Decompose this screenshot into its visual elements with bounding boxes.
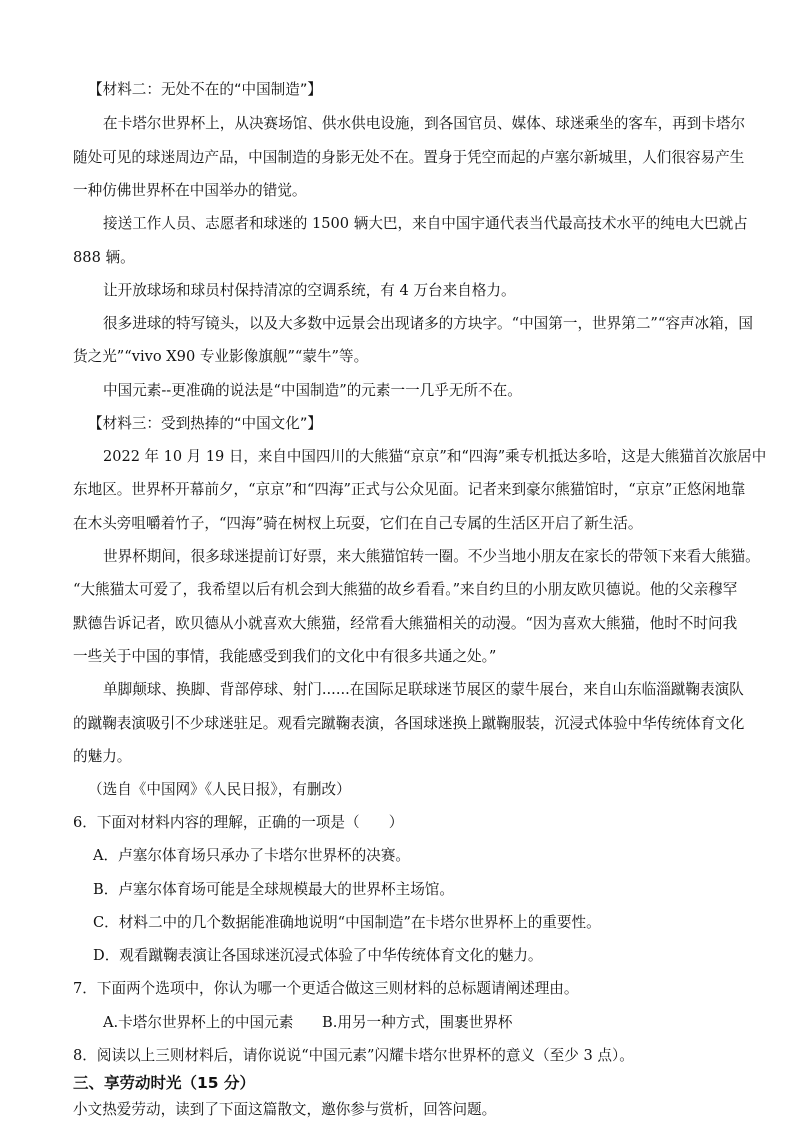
section-3-intro: 小文热爱劳动，读到了下面这篇散文，邀你参与赏析，回答问题。 [73,1101,497,1118]
material-2-heading: 【材料二：无处不在的“中国制造”】 [88,81,323,98]
m3-p3-line2: 的蹴鞠表演吸引不少球迷驻足。观看完蹴鞠表演，各国球迷换上蹴鞠服装，沉浸式体验中华传统体育文化 [73,715,745,732]
question-8: 8．阅读以上三则材料后，请你说说“中国元素”闪耀卡塔尔世界杯的意义（至少 3 点）。 [73,1047,634,1064]
m3-p2-line2: “大熊猫太可爱了，我希望以后有机会到大熊猫的故乡看看。”来自约旦的小朋友欧贝德说。他的父亲穆罕 [73,581,738,598]
q6-option-a: A．卢塞尔体育场只承办了卡塔尔世界杯的决赛。 [93,847,411,864]
question-7: 7．下面两个选项中，你认为哪一个更适合做这三则材料的总标题请阐述理由。 [73,980,579,997]
m2-p4-line2: 货之光”“vivo X90 专业影像旗舰”“蒙牛”等。 [73,348,369,365]
m3-p1-line1: 2022 年 10 月 19 日，来自中国四川的大熊猫“京京”和“四海”乘专机抵达多哈，这是大熊猫首次旅居中 [103,448,767,465]
question-6: 6．下面对材料内容的理解，正确的一项是（ ） [73,814,404,831]
material-3-heading: 【材料三：受到热捧的“中国文化”】 [88,415,323,432]
q6-option-b: B．卢塞尔体育场可能是全球规模最大的世界杯主场馆。 [93,881,454,898]
m2-p1-line2: 随处可见的球迷周边产品，中国制造的身影无处不在。置身于凭空而起的卢塞尔新城里，人们很容易产生 [73,149,745,166]
q7-option-a: A.卡塔尔世界杯上的中国元素 [103,1014,294,1031]
m2-p2-line2: 888 辆。 [73,249,135,266]
m3-p2-line1: 世界杯期间，很多球迷提前订好票，来大熊猫馆转一圈。不少当地小朋友在家长的带领下来看大熊猫。 [103,548,760,565]
q7-option-b: B.用另一种方式，围裹世界杯 [322,1014,513,1031]
source-note: （选自《中国网》《人民日报》，有删改） [88,781,351,798]
q6-option-c: C．材料二中的几个数据能准确地说明“中国制造”在卡塔尔世界杯上的重要性。 [93,914,601,931]
m3-p3-line3: 的魅力。 [73,748,132,765]
q6-option-d: D．观看蹴鞠表演让各国球迷沉浸式体验了中华传统体育文化的魅力。 [93,947,543,964]
m3-p1-line2: 东地区。世界杯开幕前夕，“京京”和“四海”正式与公众见面。记者来到豪尔熊猫馆时，“京京”正悠闲地靠 [73,481,746,498]
m3-p2-line3: 默德告诉记者，欧贝德从小就喜欢大熊猫，经常看大熊猫相关的动漫。“因为喜欢大熊猫，他时不时问我 [73,615,738,632]
m3-p2-line4: 一些关于中国的事情，我能感受到我们的文化中有很多共通之处。” [73,648,497,665]
m3-p3-line1: 单脚颠球、换脚、背部停球、射门......在国际足联球迷节展区的蒙牛展台，来自山东临淄蹴鞠表演队 [103,681,744,698]
m2-p2-line1: 接送工作人员、志愿者和球迷的 1500 辆大巴，来自中国宇通代表当代最高技术水平的纯电大巴就占 [103,215,748,232]
section-3-title: 三、享劳动时光（15 分） [73,1074,255,1092]
m2-p4-line1: 很多进球的特写镜头，以及大多数中远景会出现诸多的方块字。“中国第一，世界第二”“容声冰箱，国 [103,315,753,332]
m2-p5-line1: 中国元素--更准确的说法是“中国制造”的元素一一几乎无所不在。 [103,382,522,399]
m2-p3-line1: 让开放球场和球员村保持清凉的空调系统，有 4 万台来自格力。 [103,282,516,299]
m2-p1-line1: 在卡塔尔世界杯上，从决赛场馆、供水供电设施，到各国官员、媒体、球迷乘坐的客车，再到卡塔尔 [103,115,746,132]
m3-p1-line3: 在木头旁咀嚼着竹子，“四海”骑在树杈上玩耍，它们在自己专属的生活区开启了新生活。 [73,515,643,532]
m2-p1-line3: 一种仿佛世界杯在中国举办的错觉。 [73,182,307,199]
